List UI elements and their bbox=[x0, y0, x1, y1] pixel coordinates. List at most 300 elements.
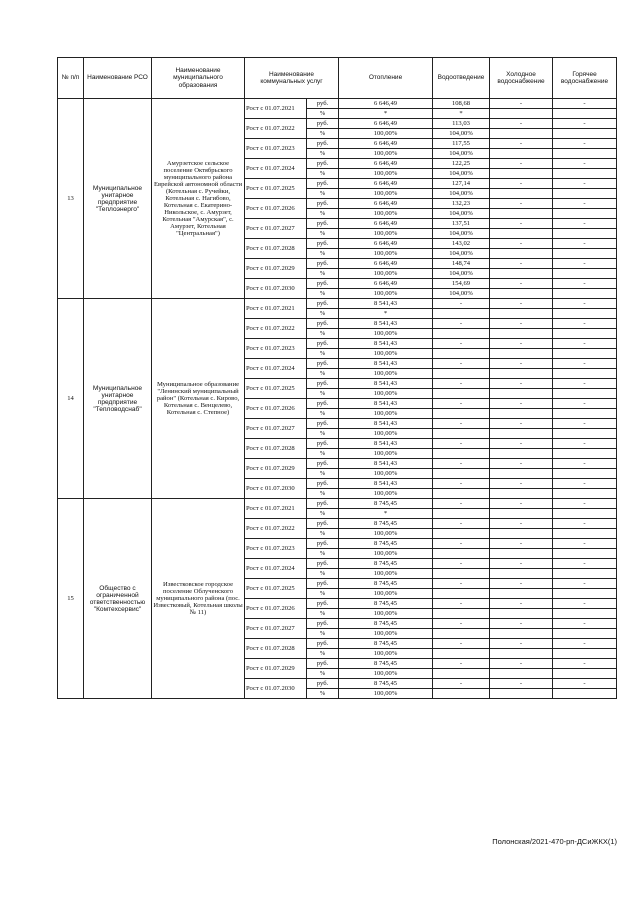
cold-percent bbox=[490, 529, 553, 539]
unit-rub: руб. bbox=[307, 99, 339, 109]
water-percent: 104,00% bbox=[433, 249, 490, 259]
unit-rub: руб. bbox=[307, 679, 339, 689]
unit-percent: % bbox=[307, 129, 339, 139]
water-percent bbox=[433, 349, 490, 359]
cold-percent bbox=[490, 309, 553, 319]
heating-percent: 100,00% bbox=[339, 609, 433, 619]
cold-value: - bbox=[490, 119, 553, 129]
hot-value: - bbox=[553, 479, 617, 489]
heating-percent: 100,00% bbox=[339, 209, 433, 219]
cold-value: - bbox=[490, 339, 553, 349]
header-cold: Холодное водоснабжение bbox=[490, 58, 553, 99]
heating-percent: 100,00% bbox=[339, 289, 433, 299]
unit-rub: руб. bbox=[307, 379, 339, 389]
cold-percent bbox=[490, 149, 553, 159]
water-value: - bbox=[433, 679, 490, 689]
hot-value: - bbox=[553, 319, 617, 329]
hot-percent bbox=[553, 269, 617, 279]
water-value: 132,23 bbox=[433, 199, 490, 209]
unit-percent: % bbox=[307, 269, 339, 279]
unit-percent: % bbox=[307, 669, 339, 679]
heating-value: 8 745,45 bbox=[339, 679, 433, 689]
cold-percent bbox=[490, 129, 553, 139]
unit-rub: руб. bbox=[307, 599, 339, 609]
cold-value: - bbox=[490, 679, 553, 689]
hot-percent bbox=[553, 429, 617, 439]
hot-value: - bbox=[553, 559, 617, 569]
period-label: Рост с 01.07.2024 bbox=[245, 559, 307, 579]
cold-value: - bbox=[490, 99, 553, 109]
water-value: - bbox=[433, 419, 490, 429]
cold-percent bbox=[490, 209, 553, 219]
water-percent bbox=[433, 549, 490, 559]
hot-percent bbox=[553, 129, 617, 139]
period-label: Рост с 01.07.2025 bbox=[245, 379, 307, 399]
unit-percent: % bbox=[307, 609, 339, 619]
heating-percent: * bbox=[339, 309, 433, 319]
row-number: 13 bbox=[58, 99, 84, 299]
row-number: 14 bbox=[58, 299, 84, 499]
unit-rub: руб. bbox=[307, 439, 339, 449]
hot-percent bbox=[553, 489, 617, 499]
water-value: 108,68 bbox=[433, 99, 490, 109]
period-label: Рост с 01.07.2029 bbox=[245, 459, 307, 479]
hot-value: - bbox=[553, 539, 617, 549]
water-value: - bbox=[433, 379, 490, 389]
hot-percent bbox=[553, 309, 617, 319]
period-label: Рост с 01.07.2029 bbox=[245, 259, 307, 279]
period-label: Рост с 01.07.2030 bbox=[245, 479, 307, 499]
water-percent bbox=[433, 609, 490, 619]
water-percent bbox=[433, 469, 490, 479]
water-percent bbox=[433, 689, 490, 699]
unit-rub: руб. bbox=[307, 559, 339, 569]
unit-percent: % bbox=[307, 449, 339, 459]
rso-name: Муниципальное унитарное предприятие "Теплоэнерго" bbox=[84, 99, 152, 299]
cold-value: - bbox=[490, 559, 553, 569]
hot-value: - bbox=[553, 159, 617, 169]
heating-percent: 100,00% bbox=[339, 449, 433, 459]
heating-percent: 100,00% bbox=[339, 329, 433, 339]
hot-value: - bbox=[553, 279, 617, 289]
unit-percent: % bbox=[307, 469, 339, 479]
unit-percent: % bbox=[307, 429, 339, 439]
water-value: - bbox=[433, 459, 490, 469]
water-percent: 104,00% bbox=[433, 289, 490, 299]
heating-value: 8 745,45 bbox=[339, 639, 433, 649]
water-value: - bbox=[433, 499, 490, 509]
unit-rub: руб. bbox=[307, 519, 339, 529]
cold-value: - bbox=[490, 359, 553, 369]
cold-percent bbox=[490, 229, 553, 239]
heating-percent: * bbox=[339, 109, 433, 119]
hot-percent bbox=[553, 669, 617, 679]
cold-value: - bbox=[490, 499, 553, 509]
unit-percent: % bbox=[307, 229, 339, 239]
hot-value: - bbox=[553, 259, 617, 269]
heating-value: 8 745,45 bbox=[339, 539, 433, 549]
cold-value: - bbox=[490, 539, 553, 549]
unit-percent: % bbox=[307, 549, 339, 559]
hot-percent bbox=[553, 349, 617, 359]
hot-value: - bbox=[553, 519, 617, 529]
municipality-name: Амурзетское сельское поселение Октябрьского муниципального района Еврейской автономной области (Котельная с. Ручейки, Котельная с. Нагибово, Котельная с. Екатерино-Никольское, с. Амурзет, Котельная "Амурская", с. Амурзет, Котельная "Центральная") bbox=[152, 99, 245, 299]
hot-value: - bbox=[553, 639, 617, 649]
unit-rub: руб. bbox=[307, 539, 339, 549]
cold-value: - bbox=[490, 419, 553, 429]
heating-value: 8 745,45 bbox=[339, 599, 433, 609]
hot-percent bbox=[553, 629, 617, 639]
water-percent bbox=[433, 669, 490, 679]
water-percent bbox=[433, 309, 490, 319]
period-label: Рост с 01.07.2024 bbox=[245, 159, 307, 179]
heating-value: 8 541,43 bbox=[339, 379, 433, 389]
period-label: Рост с 01.07.2027 bbox=[245, 619, 307, 639]
heating-percent: 100,00% bbox=[339, 689, 433, 699]
water-value: 117,55 bbox=[433, 139, 490, 149]
unit-percent: % bbox=[307, 349, 339, 359]
heating-value: 8 745,45 bbox=[339, 519, 433, 529]
water-percent: 104,00% bbox=[433, 269, 490, 279]
hot-value: - bbox=[553, 99, 617, 109]
cold-value: - bbox=[490, 319, 553, 329]
unit-percent: % bbox=[307, 309, 339, 319]
cold-percent bbox=[490, 269, 553, 279]
water-percent bbox=[433, 629, 490, 639]
unit-percent: % bbox=[307, 389, 339, 399]
hot-value: - bbox=[553, 459, 617, 469]
water-percent: 104,00% bbox=[433, 169, 490, 179]
hot-percent bbox=[553, 689, 617, 699]
cold-value: - bbox=[490, 399, 553, 409]
heating-value: 8 541,43 bbox=[339, 319, 433, 329]
header-heating: Отопление bbox=[339, 58, 433, 99]
cold-percent bbox=[490, 289, 553, 299]
heating-value: 6 646,49 bbox=[339, 99, 433, 109]
cold-percent bbox=[490, 489, 553, 499]
hot-percent bbox=[553, 589, 617, 599]
hot-percent bbox=[553, 649, 617, 659]
hot-value: - bbox=[553, 219, 617, 229]
header-rso: Наименование РСО bbox=[84, 58, 152, 99]
cold-percent bbox=[490, 349, 553, 359]
cold-percent bbox=[490, 169, 553, 179]
water-value: - bbox=[433, 299, 490, 309]
water-percent: 104,00% bbox=[433, 189, 490, 199]
heating-value: 8 541,43 bbox=[339, 479, 433, 489]
cold-percent bbox=[490, 389, 553, 399]
table-row bbox=[58, 99, 617, 109]
period-label: Рост с 01.07.2026 bbox=[245, 399, 307, 419]
heating-value: 6 646,49 bbox=[339, 219, 433, 229]
water-value: - bbox=[433, 619, 490, 629]
heating-value: 6 646,49 bbox=[339, 139, 433, 149]
cold-value: - bbox=[490, 439, 553, 449]
heating-percent: 100,00% bbox=[339, 589, 433, 599]
cold-percent bbox=[490, 629, 553, 639]
hot-percent bbox=[553, 329, 617, 339]
hot-percent bbox=[553, 469, 617, 479]
period-label: Рост с 01.07.2021 bbox=[245, 99, 307, 119]
heating-value: 8 541,43 bbox=[339, 299, 433, 309]
unit-percent: % bbox=[307, 589, 339, 599]
cold-percent bbox=[490, 549, 553, 559]
water-value: 148,74 bbox=[433, 259, 490, 269]
water-percent bbox=[433, 389, 490, 399]
heating-percent: 100,00% bbox=[339, 269, 433, 279]
heating-value: 8 541,43 bbox=[339, 339, 433, 349]
heating-percent: 100,00% bbox=[339, 229, 433, 239]
heating-value: 8 745,45 bbox=[339, 559, 433, 569]
water-value: 127,14 bbox=[433, 179, 490, 189]
heating-percent: 100,00% bbox=[339, 169, 433, 179]
unit-percent: % bbox=[307, 529, 339, 539]
heating-value: 8 745,45 bbox=[339, 579, 433, 589]
tariff-table bbox=[57, 57, 617, 699]
water-value: - bbox=[433, 339, 490, 349]
cold-value: - bbox=[490, 659, 553, 669]
water-percent bbox=[433, 489, 490, 499]
water-percent bbox=[433, 429, 490, 439]
header-row bbox=[58, 58, 617, 99]
hot-percent bbox=[553, 109, 617, 119]
unit-percent: % bbox=[307, 289, 339, 299]
period-label: Рост с 01.07.2021 bbox=[245, 499, 307, 519]
water-value: - bbox=[433, 319, 490, 329]
hot-value: - bbox=[553, 239, 617, 249]
cold-value: - bbox=[490, 159, 553, 169]
hot-value: - bbox=[553, 579, 617, 589]
cold-value: - bbox=[490, 379, 553, 389]
cold-percent bbox=[490, 249, 553, 259]
water-value: - bbox=[433, 439, 490, 449]
cold-percent bbox=[490, 589, 553, 599]
unit-rub: руб. bbox=[307, 199, 339, 209]
heating-value: 8 541,43 bbox=[339, 399, 433, 409]
heating-value: 8 541,43 bbox=[339, 439, 433, 449]
table-row bbox=[58, 499, 617, 509]
water-percent bbox=[433, 449, 490, 459]
period-label: Рост с 01.07.2025 bbox=[245, 579, 307, 599]
cold-percent bbox=[490, 469, 553, 479]
hot-value: - bbox=[553, 119, 617, 129]
water-percent bbox=[433, 649, 490, 659]
unit-rub: руб. bbox=[307, 459, 339, 469]
period-label: Рост с 01.07.2022 bbox=[245, 519, 307, 539]
heating-percent: 100,00% bbox=[339, 669, 433, 679]
heating-value: 8 541,43 bbox=[339, 359, 433, 369]
hot-percent bbox=[553, 289, 617, 299]
water-value: - bbox=[433, 479, 490, 489]
cold-percent bbox=[490, 649, 553, 659]
cold-value: - bbox=[490, 279, 553, 289]
water-value: - bbox=[433, 599, 490, 609]
header-num: № п/п bbox=[58, 58, 84, 99]
unit-percent: % bbox=[307, 649, 339, 659]
water-value: - bbox=[433, 539, 490, 549]
heating-value: 8 745,45 bbox=[339, 499, 433, 509]
hot-value: - bbox=[553, 339, 617, 349]
period-label: Рост с 01.07.2027 bbox=[245, 219, 307, 239]
heating-percent: 100,00% bbox=[339, 529, 433, 539]
unit-rub: руб. bbox=[307, 579, 339, 589]
unit-percent: % bbox=[307, 569, 339, 579]
heating-percent: 100,00% bbox=[339, 189, 433, 199]
cold-percent bbox=[490, 669, 553, 679]
hot-percent bbox=[553, 369, 617, 379]
water-value: - bbox=[433, 579, 490, 589]
unit-percent: % bbox=[307, 109, 339, 119]
cold-percent bbox=[490, 689, 553, 699]
unit-rub: руб. bbox=[307, 159, 339, 169]
cold-value: - bbox=[490, 299, 553, 309]
heating-percent: 100,00% bbox=[339, 429, 433, 439]
unit-rub: руб. bbox=[307, 639, 339, 649]
water-value: 113,03 bbox=[433, 119, 490, 129]
heating-value: 6 646,49 bbox=[339, 259, 433, 269]
period-label: Рост с 01.07.2023 bbox=[245, 539, 307, 559]
period-label: Рост с 01.07.2030 bbox=[245, 279, 307, 299]
period-label: Рост с 01.07.2021 bbox=[245, 299, 307, 319]
hot-percent bbox=[553, 209, 617, 219]
heating-percent: 100,00% bbox=[339, 369, 433, 379]
unit-percent: % bbox=[307, 629, 339, 639]
period-label: Рост с 01.07.2023 bbox=[245, 139, 307, 159]
cold-percent bbox=[490, 189, 553, 199]
water-value: - bbox=[433, 559, 490, 569]
water-percent bbox=[433, 589, 490, 599]
hot-percent bbox=[553, 189, 617, 199]
water-value: - bbox=[433, 659, 490, 669]
unit-rub: руб. bbox=[307, 119, 339, 129]
hot-value: - bbox=[553, 179, 617, 189]
unit-rub: руб. bbox=[307, 359, 339, 369]
unit-rub: руб. bbox=[307, 319, 339, 329]
unit-rub: руб. bbox=[307, 259, 339, 269]
cold-percent bbox=[490, 449, 553, 459]
cold-percent bbox=[490, 509, 553, 519]
water-percent bbox=[433, 529, 490, 539]
period-label: Рост с 01.07.2028 bbox=[245, 239, 307, 259]
unit-percent: % bbox=[307, 149, 339, 159]
hot-value: - bbox=[553, 659, 617, 669]
header-hot: Горячее водоснабжение bbox=[553, 58, 617, 99]
hot-value: - bbox=[553, 199, 617, 209]
row-number: 15 bbox=[58, 499, 84, 699]
header-water: Водоотведение bbox=[433, 58, 490, 99]
unit-percent: % bbox=[307, 369, 339, 379]
water-percent: 104,00% bbox=[433, 149, 490, 159]
period-label: Рост с 01.07.2029 bbox=[245, 659, 307, 679]
cold-value: - bbox=[490, 219, 553, 229]
hot-percent bbox=[553, 389, 617, 399]
table-body bbox=[58, 99, 617, 699]
cold-percent bbox=[490, 369, 553, 379]
header-service: Наименование коммунальных услуг bbox=[245, 58, 339, 99]
water-percent bbox=[433, 329, 490, 339]
water-percent: 104,00% bbox=[433, 209, 490, 219]
municipality-name: Известковское городское поселение Облученского муниципального района (пос. Известковый, Котельная школы № 11) bbox=[152, 499, 245, 699]
unit-percent: % bbox=[307, 689, 339, 699]
hot-percent bbox=[553, 609, 617, 619]
water-percent bbox=[433, 409, 490, 419]
rso-name: Общество с ограниченной ответственностью "Комтехсервис" bbox=[84, 499, 152, 699]
document-footer-code: Полонская/2021-470-рп-ДСиЖКХ(1) bbox=[492, 837, 617, 846]
cold-value: - bbox=[490, 639, 553, 649]
period-label: Рост с 01.07.2026 bbox=[245, 199, 307, 219]
unit-percent: % bbox=[307, 249, 339, 259]
cold-value: - bbox=[490, 619, 553, 629]
heating-value: 6 646,49 bbox=[339, 179, 433, 189]
heating-value: 8 541,43 bbox=[339, 459, 433, 469]
hot-percent bbox=[553, 449, 617, 459]
heating-value: 6 646,49 bbox=[339, 119, 433, 129]
water-value: - bbox=[433, 359, 490, 369]
hot-percent bbox=[553, 509, 617, 519]
heating-percent: 100,00% bbox=[339, 629, 433, 639]
period-label: Рост с 01.07.2022 bbox=[245, 319, 307, 339]
header-mo: Наименование муниципального образования bbox=[152, 58, 245, 99]
cold-percent bbox=[490, 429, 553, 439]
hot-value: - bbox=[553, 419, 617, 429]
cold-value: - bbox=[490, 479, 553, 489]
heating-value: 6 646,49 bbox=[339, 159, 433, 169]
period-label: Рост с 01.07.2030 bbox=[245, 679, 307, 699]
water-percent bbox=[433, 369, 490, 379]
cold-value: - bbox=[490, 459, 553, 469]
unit-percent: % bbox=[307, 509, 339, 519]
heating-percent: 100,00% bbox=[339, 129, 433, 139]
unit-percent: % bbox=[307, 409, 339, 419]
hot-value: - bbox=[553, 379, 617, 389]
heating-value: 6 646,49 bbox=[339, 199, 433, 209]
period-label: Рост с 01.07.2028 bbox=[245, 639, 307, 659]
hot-percent bbox=[553, 549, 617, 559]
period-label: Рост с 01.07.2022 bbox=[245, 119, 307, 139]
hot-percent bbox=[553, 249, 617, 259]
heating-percent: 100,00% bbox=[339, 569, 433, 579]
heating-value: 6 646,49 bbox=[339, 279, 433, 289]
cold-value: - bbox=[490, 579, 553, 589]
rso-name: Муниципальное унитарное предприятие "Тепловодснаб" bbox=[84, 299, 152, 499]
unit-rub: руб. bbox=[307, 139, 339, 149]
water-percent: 104,00% bbox=[433, 129, 490, 139]
cold-percent bbox=[490, 609, 553, 619]
heating-percent: 100,00% bbox=[339, 349, 433, 359]
unit-percent: % bbox=[307, 169, 339, 179]
hot-percent bbox=[553, 229, 617, 239]
cold-value: - bbox=[490, 179, 553, 189]
heating-percent: 100,00% bbox=[339, 249, 433, 259]
heating-percent: 100,00% bbox=[339, 549, 433, 559]
water-percent bbox=[433, 509, 490, 519]
period-label: Рост с 01.07.2025 bbox=[245, 179, 307, 199]
cold-percent bbox=[490, 109, 553, 119]
hot-percent bbox=[553, 529, 617, 539]
hot-value: - bbox=[553, 499, 617, 509]
cold-value: - bbox=[490, 259, 553, 269]
water-value: 154,69 bbox=[433, 279, 490, 289]
hot-value: - bbox=[553, 299, 617, 309]
hot-percent bbox=[553, 569, 617, 579]
unit-rub: руб. bbox=[307, 499, 339, 509]
cold-value: - bbox=[490, 599, 553, 609]
cold-value: - bbox=[490, 199, 553, 209]
unit-rub: руб. bbox=[307, 399, 339, 409]
hot-value: - bbox=[553, 399, 617, 409]
heating-percent: * bbox=[339, 509, 433, 519]
unit-percent: % bbox=[307, 189, 339, 199]
